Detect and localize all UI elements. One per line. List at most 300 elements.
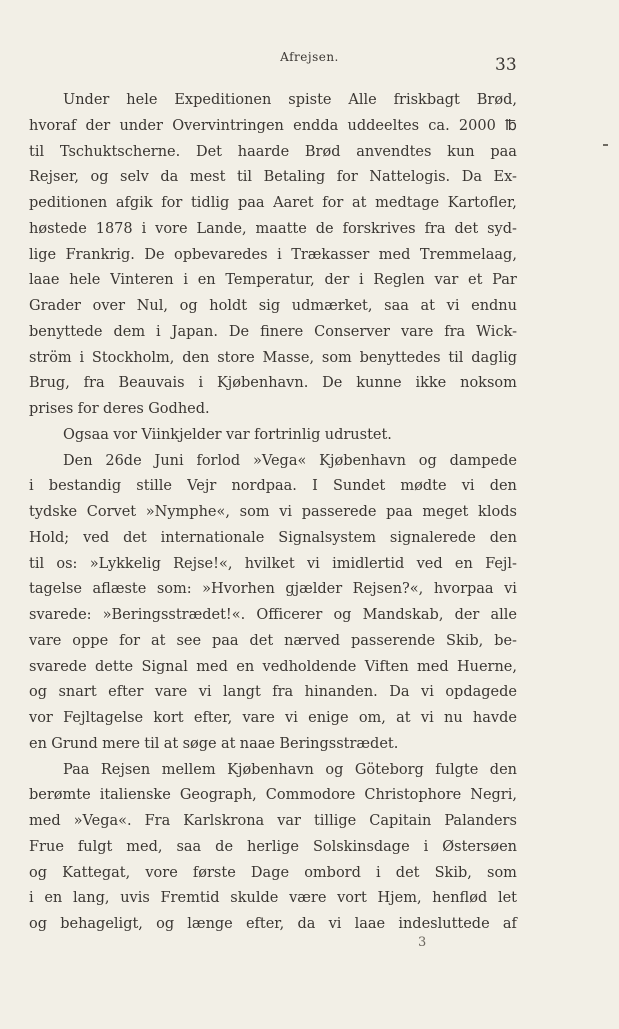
word: Brød, bbox=[476, 92, 517, 108]
word: den bbox=[489, 529, 517, 546]
text-line bbox=[29, 886, 517, 912]
text-line bbox=[29, 88, 517, 114]
word: gjælder bbox=[285, 581, 343, 598]
word: fortrinlig bbox=[254, 426, 321, 443]
word: og bbox=[333, 607, 352, 623]
word: Fra bbox=[144, 813, 171, 829]
word: og bbox=[325, 761, 344, 778]
word: vi bbox=[421, 684, 434, 701]
word: opdagede bbox=[445, 684, 517, 701]
word: Trækasser bbox=[291, 246, 370, 263]
word: mødte bbox=[400, 478, 447, 495]
word: hele bbox=[69, 272, 101, 289]
word: dampede bbox=[449, 452, 517, 469]
word: holdt bbox=[209, 298, 248, 314]
word: ombord bbox=[304, 864, 361, 881]
word: indesluttede bbox=[398, 916, 490, 932]
word: Rejser, bbox=[29, 169, 79, 186]
word: til bbox=[236, 169, 253, 186]
word: vi bbox=[504, 581, 517, 598]
word: Fremtid bbox=[160, 890, 220, 907]
word: en bbox=[454, 555, 473, 572]
word: be- bbox=[494, 632, 517, 649]
word: Brug, bbox=[29, 375, 70, 392]
word: benyttedes bbox=[359, 349, 441, 366]
word: tillige bbox=[313, 813, 357, 829]
word: Ogsaa bbox=[63, 426, 109, 443]
text-line bbox=[29, 165, 517, 191]
word: see bbox=[176, 632, 202, 649]
word: og bbox=[29, 864, 48, 881]
body-text bbox=[29, 88, 517, 938]
word: Kjøbenhavn. bbox=[216, 375, 309, 392]
word: haarde bbox=[237, 143, 290, 160]
word: nordpaa. bbox=[231, 478, 297, 495]
word: Juni bbox=[154, 452, 184, 469]
word: saa bbox=[176, 838, 202, 855]
word: Vejr bbox=[187, 478, 217, 495]
word: til bbox=[29, 555, 45, 572]
word: meget bbox=[422, 504, 469, 520]
word: for bbox=[119, 632, 141, 649]
word: Solskinsdage bbox=[312, 838, 410, 855]
word: den bbox=[489, 761, 517, 778]
word: spiste bbox=[288, 92, 332, 108]
text-line bbox=[29, 758, 517, 784]
word: Reglen bbox=[373, 272, 425, 289]
word: Corvet bbox=[86, 504, 137, 520]
word: naae bbox=[239, 735, 275, 752]
word: paa bbox=[386, 504, 413, 520]
word: en bbox=[197, 272, 216, 289]
word: hvorpaa bbox=[433, 581, 494, 598]
word: Rejse!«, bbox=[173, 555, 233, 572]
text-line bbox=[29, 397, 517, 423]
word: Ex- bbox=[493, 169, 517, 186]
word: at bbox=[151, 632, 166, 649]
word: os: bbox=[56, 555, 78, 572]
word: under bbox=[119, 117, 163, 134]
text-line bbox=[29, 294, 517, 320]
word: var bbox=[277, 813, 301, 829]
text-line bbox=[29, 346, 517, 372]
word: Kattegat, bbox=[62, 864, 131, 881]
word: at bbox=[220, 735, 236, 752]
word: daglig bbox=[471, 349, 517, 366]
word: forskrives bbox=[342, 220, 416, 237]
word: vi bbox=[306, 555, 320, 572]
word: og bbox=[156, 916, 175, 932]
word: Nattelogis. bbox=[369, 169, 451, 186]
word: vi bbox=[279, 504, 293, 520]
word: ved bbox=[83, 529, 110, 546]
word: Geograph, bbox=[179, 787, 257, 804]
word: laae bbox=[354, 916, 386, 932]
text-line bbox=[29, 243, 517, 269]
word: vare bbox=[242, 710, 275, 726]
word: »Lykkelig bbox=[89, 555, 161, 572]
word: Hold; bbox=[29, 529, 70, 546]
word: De bbox=[144, 246, 165, 263]
word: nu bbox=[443, 710, 463, 726]
word: Tschuktscherne. bbox=[59, 143, 181, 160]
word: deres bbox=[103, 401, 144, 417]
word: forlod bbox=[196, 452, 241, 469]
word: nærved bbox=[284, 632, 341, 649]
word: havde bbox=[472, 710, 517, 726]
word: Karlskrona bbox=[183, 813, 265, 829]
word: Rejsen bbox=[100, 761, 151, 778]
word: i bbox=[359, 272, 364, 289]
word: kunne bbox=[356, 375, 402, 392]
word: at bbox=[396, 710, 411, 726]
text-line bbox=[29, 114, 517, 140]
word: saa bbox=[384, 298, 409, 314]
word: kun bbox=[447, 143, 475, 160]
word: alle bbox=[490, 607, 517, 623]
word: fra bbox=[424, 220, 446, 237]
word: Huerne, bbox=[456, 658, 517, 675]
word: »Nymphe«, bbox=[145, 504, 230, 520]
word: endda bbox=[293, 117, 339, 134]
word: efter bbox=[108, 684, 144, 701]
word: en bbox=[236, 658, 255, 675]
word: Frankrig. bbox=[65, 246, 135, 263]
word: at bbox=[351, 195, 367, 211]
word: med, bbox=[126, 838, 163, 855]
word: da bbox=[160, 169, 179, 186]
word: længe bbox=[187, 916, 233, 932]
word: da bbox=[297, 916, 316, 932]
word: laae bbox=[29, 272, 60, 289]
word: Rejsen?«, bbox=[352, 581, 424, 598]
word: en bbox=[29, 735, 47, 752]
word: Par bbox=[492, 272, 517, 289]
word: for bbox=[322, 195, 344, 211]
word: og bbox=[179, 298, 198, 314]
word: Vinteren bbox=[110, 272, 174, 289]
word: de bbox=[315, 220, 334, 237]
word: i bbox=[141, 220, 147, 237]
word: vort bbox=[337, 890, 367, 907]
word: Da bbox=[461, 169, 482, 186]
word: vore bbox=[145, 864, 178, 881]
word: mere bbox=[102, 735, 140, 752]
word: der bbox=[454, 607, 480, 623]
word: Japan. bbox=[171, 323, 218, 340]
word: I bbox=[312, 478, 318, 495]
word: ℔ bbox=[505, 117, 517, 134]
text-line bbox=[29, 912, 517, 938]
word: paa bbox=[237, 195, 265, 211]
word: var bbox=[434, 272, 459, 289]
word: Mandskab, bbox=[362, 607, 444, 623]
word: endnu bbox=[471, 298, 517, 314]
word: Lande, bbox=[196, 220, 247, 237]
word: let bbox=[497, 890, 517, 907]
word: vare bbox=[29, 632, 62, 649]
word: enige bbox=[308, 710, 349, 726]
word: med bbox=[196, 658, 228, 675]
word: Paa bbox=[63, 761, 90, 778]
word: Viften bbox=[364, 658, 409, 675]
word: Nul, bbox=[136, 298, 168, 314]
text-line bbox=[29, 320, 517, 346]
word: til bbox=[144, 735, 160, 752]
word: »Beringsstrædet!«. bbox=[102, 607, 246, 623]
word: i bbox=[79, 349, 85, 366]
word: ström bbox=[29, 349, 72, 366]
word: afgik bbox=[115, 195, 153, 211]
word: passerede bbox=[301, 504, 377, 520]
word: »Vega«. bbox=[73, 813, 132, 829]
word: tydske bbox=[29, 504, 78, 520]
word: Commodore bbox=[265, 787, 356, 804]
word: som: bbox=[156, 581, 192, 598]
word: den bbox=[182, 349, 210, 366]
word: fra bbox=[272, 684, 294, 701]
word: paa bbox=[211, 632, 239, 649]
word: vor bbox=[29, 710, 53, 726]
word: noksom bbox=[460, 375, 517, 392]
page-number: 33 bbox=[495, 55, 517, 75]
word: 2000 bbox=[458, 117, 496, 134]
text-line bbox=[29, 140, 517, 166]
word: et bbox=[468, 272, 483, 289]
word: Officerer bbox=[256, 607, 323, 623]
word: Conserver bbox=[314, 323, 390, 340]
word: svarede: bbox=[29, 607, 92, 623]
word: stille bbox=[136, 478, 173, 495]
word: hvoraf bbox=[29, 117, 77, 134]
word: udrustet. bbox=[324, 426, 392, 443]
word: tagelse bbox=[29, 581, 82, 598]
word: første bbox=[192, 864, 236, 881]
word: fra bbox=[83, 375, 105, 392]
word: for bbox=[336, 169, 358, 186]
word: mest bbox=[189, 169, 226, 186]
word: Godhed. bbox=[148, 401, 210, 417]
word: Hjem, bbox=[377, 890, 422, 907]
word: Grader bbox=[29, 298, 81, 314]
word: mellem bbox=[161, 761, 216, 778]
word: i bbox=[183, 272, 188, 289]
word: være bbox=[289, 890, 327, 907]
word: fulgt bbox=[77, 838, 113, 855]
word: syd- bbox=[487, 220, 517, 237]
text-line bbox=[29, 423, 517, 449]
word: og bbox=[90, 169, 109, 186]
word: en bbox=[44, 890, 63, 907]
word: 1878 bbox=[95, 220, 133, 237]
word: med bbox=[29, 813, 61, 829]
word: og bbox=[29, 916, 48, 932]
word: der bbox=[85, 117, 111, 134]
word: Kjøbenhavn bbox=[319, 452, 406, 469]
word: vi bbox=[198, 684, 212, 701]
word: paa bbox=[490, 143, 517, 160]
word: af bbox=[502, 916, 517, 932]
word: Grund bbox=[51, 735, 98, 752]
word: vi bbox=[285, 710, 298, 726]
word: store bbox=[217, 349, 255, 366]
word: med bbox=[417, 658, 449, 675]
word: og bbox=[29, 684, 48, 701]
word: italienske bbox=[99, 787, 171, 804]
word: i bbox=[423, 838, 429, 855]
word: selv bbox=[120, 169, 149, 186]
word: vare bbox=[400, 323, 434, 340]
word: til bbox=[29, 143, 45, 160]
word: Det bbox=[195, 143, 223, 160]
word: Da bbox=[389, 684, 410, 701]
word: bestandig bbox=[48, 478, 122, 495]
word: udmærket, bbox=[291, 298, 373, 314]
word: hvilket bbox=[244, 555, 295, 572]
word: ca. bbox=[428, 117, 450, 134]
word: dette bbox=[95, 658, 134, 675]
word: Skib, bbox=[446, 632, 484, 649]
word: ikke bbox=[415, 375, 447, 392]
word: Tremmelaag, bbox=[419, 246, 517, 263]
word: »Vega« bbox=[252, 452, 307, 469]
word: herlige bbox=[246, 838, 299, 855]
word: efter, bbox=[193, 710, 233, 726]
word: vedholdende bbox=[262, 658, 357, 675]
word: hinanden. bbox=[304, 684, 378, 701]
text-line bbox=[29, 603, 517, 629]
word: efter, bbox=[245, 916, 285, 932]
word: internationale bbox=[160, 529, 265, 546]
word: Østersøen bbox=[442, 838, 517, 855]
word: »Hvorhen bbox=[202, 581, 275, 598]
word: at bbox=[420, 298, 435, 314]
word: Wick- bbox=[476, 323, 517, 340]
word: langt bbox=[223, 684, 261, 701]
word: som bbox=[487, 864, 517, 881]
word: Kjøbenhavn bbox=[227, 761, 314, 778]
word: behageligt, bbox=[60, 916, 143, 932]
word: Palanders bbox=[444, 813, 517, 829]
word: Beauvais bbox=[118, 375, 185, 392]
word: søge bbox=[182, 735, 217, 752]
word: oppe bbox=[72, 632, 109, 649]
word: berømte bbox=[29, 787, 91, 804]
word: de bbox=[215, 838, 234, 855]
word: svarede bbox=[29, 658, 87, 675]
word: prises bbox=[29, 401, 74, 417]
word: maatte bbox=[255, 220, 307, 237]
word: Stockholm, bbox=[91, 349, 175, 366]
word: lige bbox=[29, 246, 57, 263]
word: klods bbox=[478, 504, 517, 520]
word: signalerede bbox=[389, 529, 476, 546]
text-line bbox=[29, 732, 517, 758]
word: Betaling bbox=[263, 169, 326, 186]
word: kort bbox=[153, 710, 184, 726]
word: lang, bbox=[72, 890, 110, 907]
word: opbevaredes bbox=[174, 246, 268, 263]
word: Dage bbox=[250, 864, 290, 881]
word: om, bbox=[358, 710, 386, 726]
word: vore bbox=[155, 220, 188, 237]
word: vare bbox=[154, 684, 188, 701]
word: Brød bbox=[304, 143, 341, 160]
margin-mark bbox=[603, 144, 608, 146]
word: til bbox=[448, 349, 464, 366]
text-line bbox=[29, 783, 517, 809]
word: dem bbox=[113, 323, 146, 340]
word: imidlertid bbox=[332, 555, 405, 572]
word: Frue bbox=[29, 838, 64, 855]
word: Den bbox=[63, 452, 93, 469]
text-line bbox=[29, 552, 517, 578]
word: Expeditionen bbox=[174, 92, 272, 108]
word: aflæste bbox=[92, 581, 147, 598]
text-line bbox=[29, 191, 517, 217]
word: fulgte bbox=[435, 761, 479, 778]
word: den bbox=[489, 478, 517, 495]
text-line bbox=[29, 809, 517, 835]
word: friskbagt bbox=[393, 92, 460, 108]
signature-mark: 3 bbox=[418, 935, 427, 950]
word: var bbox=[225, 426, 250, 443]
word: over bbox=[92, 298, 126, 314]
word: sig bbox=[258, 298, 281, 314]
word: vi bbox=[328, 916, 342, 932]
word: Kartofler, bbox=[447, 195, 517, 211]
word: i bbox=[29, 890, 34, 907]
word: peditionen bbox=[29, 195, 108, 211]
text-line bbox=[29, 680, 517, 706]
word: med bbox=[378, 246, 411, 263]
word: snart bbox=[58, 684, 97, 701]
word: Viinkjelder bbox=[141, 426, 222, 443]
word: som bbox=[321, 349, 352, 366]
word: benyttede bbox=[29, 323, 103, 340]
word: i bbox=[29, 478, 34, 495]
word: fra bbox=[444, 323, 466, 340]
word: Fejl- bbox=[485, 555, 517, 572]
word: Temperatur, bbox=[225, 272, 315, 289]
text-line bbox=[29, 629, 517, 655]
word: tidlig bbox=[190, 195, 230, 211]
word: i bbox=[156, 323, 161, 340]
word: De bbox=[228, 323, 250, 340]
text-line bbox=[29, 268, 517, 294]
word: i bbox=[376, 864, 381, 881]
word: vi bbox=[446, 298, 460, 314]
word: det bbox=[395, 864, 420, 881]
word: Signalsystem bbox=[278, 529, 376, 546]
text-line bbox=[29, 835, 517, 861]
running-head: Afrejsen. bbox=[280, 50, 339, 64]
word: for bbox=[77, 401, 99, 417]
word: 26de bbox=[105, 452, 142, 469]
word: Beringsstrædet. bbox=[279, 735, 399, 752]
word: skulde bbox=[230, 890, 279, 907]
word: Negri, bbox=[470, 787, 517, 804]
word: i bbox=[198, 375, 204, 392]
word: uvis bbox=[120, 890, 150, 907]
word: Göteborg bbox=[354, 761, 424, 778]
word: det bbox=[123, 529, 147, 546]
word: Alle bbox=[348, 92, 377, 108]
word: Skib, bbox=[434, 864, 472, 881]
word: det bbox=[454, 220, 479, 237]
text-line bbox=[29, 371, 517, 397]
word: passerende bbox=[350, 632, 436, 649]
